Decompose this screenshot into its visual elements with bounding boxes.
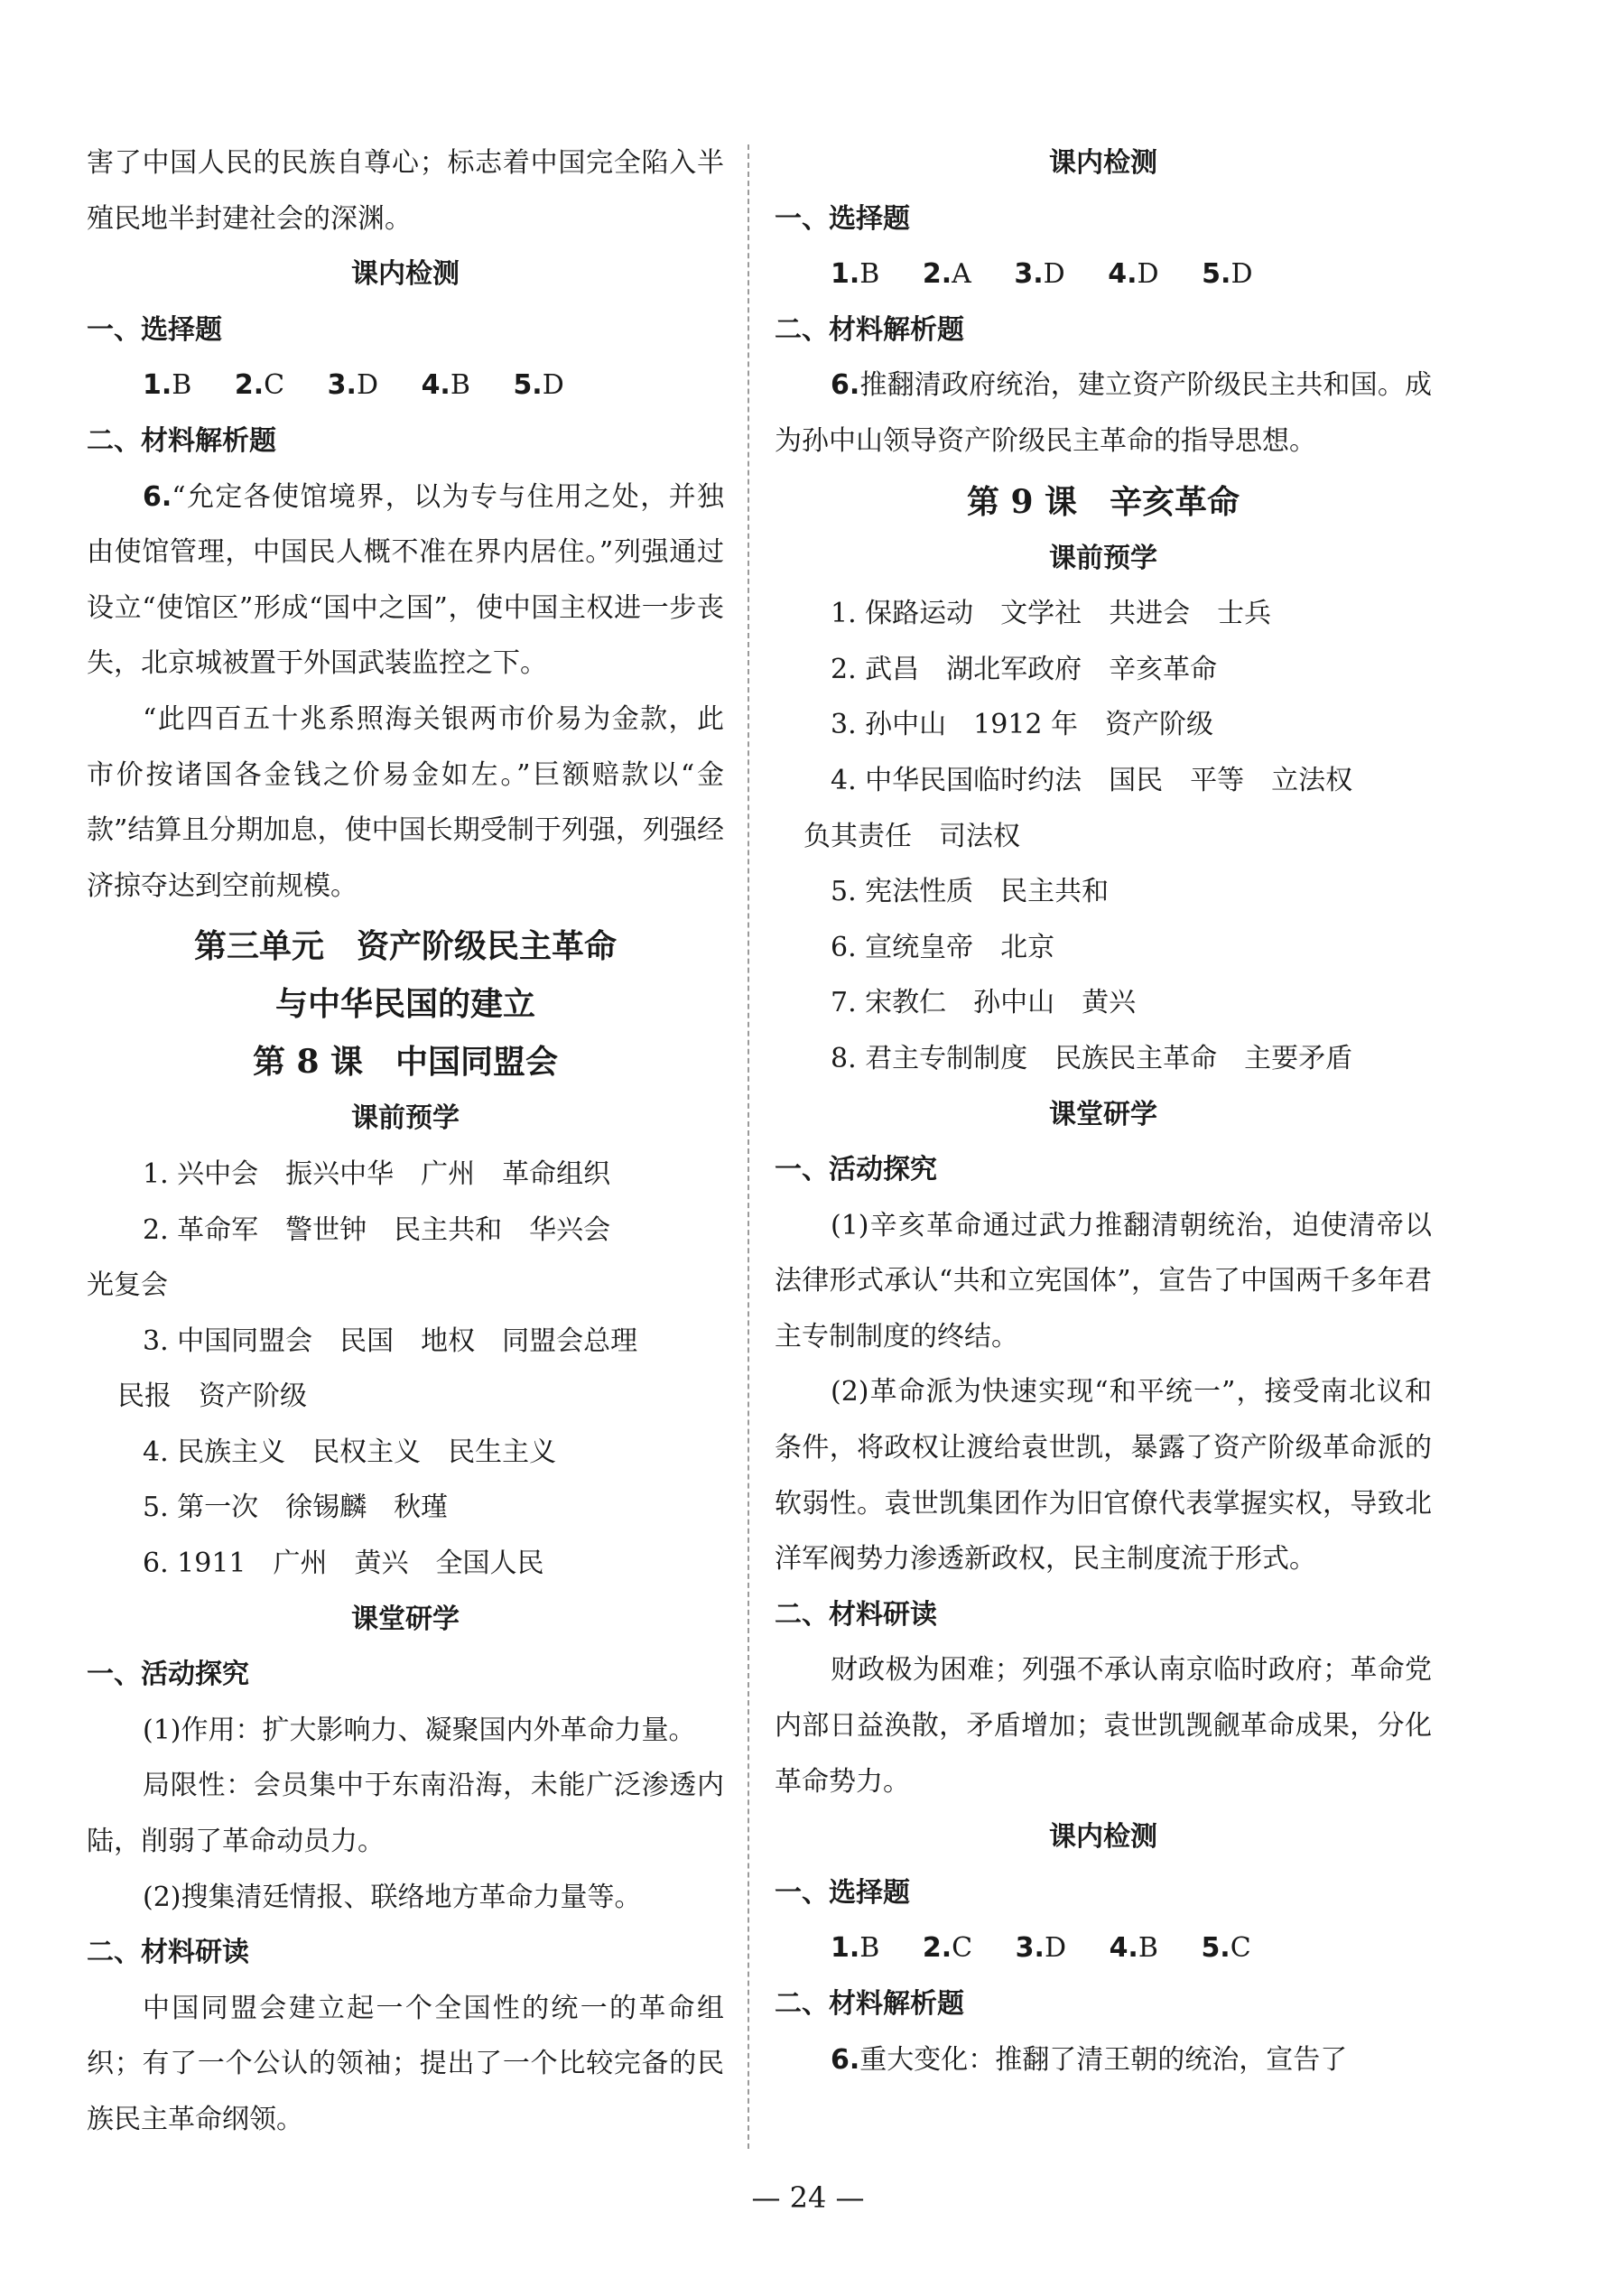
choice-heading-2: 一、选择题 [775,1876,910,1909]
activity-item-2: (2)革命派为快速实现“和平统一”，接受南北议和条件，将政权让渡给袁世凯，暴露了资产阶级革命派的软弱性。袁世凯集团作为旧官僚代表掌握实权，导致北洋军阀势力渗透新政权，民主制度流于形式。 [775,1376,1432,1576]
activity-item-1: (1)作用：扩大影响力、凝聚国内外革命力量。 [143,1714,696,1746]
pre-study-item-1: 1. 保路运动 文学社 共进会 士兵 [831,598,1272,630]
choice-answers: 1.B 2.A 3.D 4.D 5.D [831,258,1253,291]
pre-study-item-3: 3. 中国同盟会 民国 地权 同盟会总理 [143,1325,638,1357]
activity-heading: 一、活动探究 [87,1659,249,1691]
left-column [87,135,724,2148]
choice-answers: 1.B 2.C 3.D 4.B 5.D [143,369,564,402]
pre-study-item-1: 1. 兴中会 振兴中华 广州 革命组织 [143,1157,611,1190]
intro-paragraph: 害了中国人民的民族自尊心；标志着中国完全陷入半殖民地半封建社会的深渊。 [87,147,724,235]
lesson-9-title: 第 9 课 辛亥革命 [966,482,1240,521]
section-heading-in-class-test-2: 课内检测 [1049,1821,1157,1854]
material-analysis-heading: 二、材料解析题 [775,313,964,346]
material-reading-paragraph: 中国同盟会建立起一个全国性的统一的革命组织；有了一个公认的领袖；提出了一个比较完备的民族民主革命纲领。 [87,1992,724,2135]
pre-study-item-3: 3. 孙中山 1912 年 资产阶级 [831,709,1214,741]
material-analysis-heading: 二、材料解析题 [87,424,276,457]
choice-heading: 一、选择题 [775,202,910,235]
pre-study-item-4: 4. 中华民国临时约法 国民 平等 立法权 [831,764,1353,796]
q6b-line: 6.重大变化：推翻了清王朝的统治，宣告了 [831,2043,1348,2076]
page-number: — 24 — [751,2180,865,2215]
q6-paragraph: 6.推翻清政府统治，建立资产阶级民主共和国。成为孙中山领导资产阶级民主革命的指导思想。 [775,369,1432,457]
pre-study-item-2-cont: 光复会 [87,1269,168,1302]
activity-item-1: (1)辛亥革命通过武力推翻清朝统治，迫使清帝以法律形式承认“共和立宪国体”，宣告了中国两千多年君主专制制度的终结。 [775,1209,1432,1353]
pre-study-item-5: 5. 宪法性质 民主共和 [831,876,1110,908]
pre-study-item-8: 8. 君主专制制度 民族民主革命 主要矛盾 [831,1042,1353,1074]
pre-study-item-6: 6. 1911 广州 黄兴 全国人民 [143,1548,544,1580]
lesson-8-title: 第 8 课 中国同盟会 [252,1043,559,1082]
activity-item-1-limit: 局限性：会员集中于东南沿海，未能广泛渗透内陆，削弱了革命动员力。 [87,1770,724,1858]
q6-paragraph-2: “此四百五十兆系照海关银两市价易为金款，此市价按诸国各金钱之价易金如左。”巨额赔款以“金款”结算且分期加息，使中国长期受制于列强，列强经济掠夺达到空前规模。 [87,702,724,902]
activity-item-2: (2)搜集清廷情报、联络地方革命力量等。 [143,1881,642,1913]
section-heading-in-class-test: 课内检测 [1049,147,1157,179]
class-study-heading: 课堂研学 [1049,1098,1157,1130]
q6-paragraph-1: 6.“允定各使馆境界，以为专与住用之处，并独由使馆管理，中国民人概不准在界内居住。”列强通过设立“使馆区”形成“国中之国”，使中国主权进一步丧失，北京城被置于外国武装监控之下。 [87,480,724,680]
unit-title-line-2: 与中华民国的建立 [274,985,535,1024]
pre-study-item-2: 2. 革命军 警世钟 民主共和 华兴会 [143,1213,611,1246]
choice-answers-2: 1.B 2.C 3.D 4.B 5.C [831,1932,1251,1965]
pre-study-heading: 课前预学 [1049,542,1157,574]
pre-study-item-4-cont: 负其责任 司法权 [803,820,1020,852]
activity-heading: 一、活动探究 [775,1154,937,1186]
pre-study-item-5: 5. 第一次 徐锡麟 秋瑾 [143,1492,449,1524]
class-study-heading: 课堂研学 [351,1603,460,1635]
pre-study-heading: 课前预学 [351,1102,460,1135]
pre-study-item-6: 6. 宣统皇帝 北京 [831,931,1055,963]
section-heading-in-class-test: 课内检测 [351,258,460,291]
material-reading-paragraph: 财政极为困难；列强不承认南京临时政府；革命党内部日益涣散，矛盾增加；袁世凯觊觎革命成果，分化革命势力。 [775,1654,1432,1798]
pre-study-item-2: 2. 武昌 湖北军政府 辛亥革命 [831,653,1218,685]
choice-heading: 一、选择题 [87,313,222,346]
material-reading-heading: 二、材料研读 [87,1937,249,1969]
pre-study-item-3-cont: 民报 资产阶级 [117,1380,307,1413]
pre-study-item-4: 4. 民族主义 民权主义 民生主义 [143,1436,557,1468]
material-reading-heading: 二、材料研读 [775,1598,937,1631]
right-column [775,135,1432,2087]
column-divider [748,144,749,2149]
pre-study-item-7: 7. 宋教仁 孙中山 黄兴 [831,987,1137,1019]
material-analysis-heading-2: 二、材料解析题 [775,1988,964,2020]
unit-title-line-1: 第三单元 资产阶级民主革命 [193,927,617,966]
